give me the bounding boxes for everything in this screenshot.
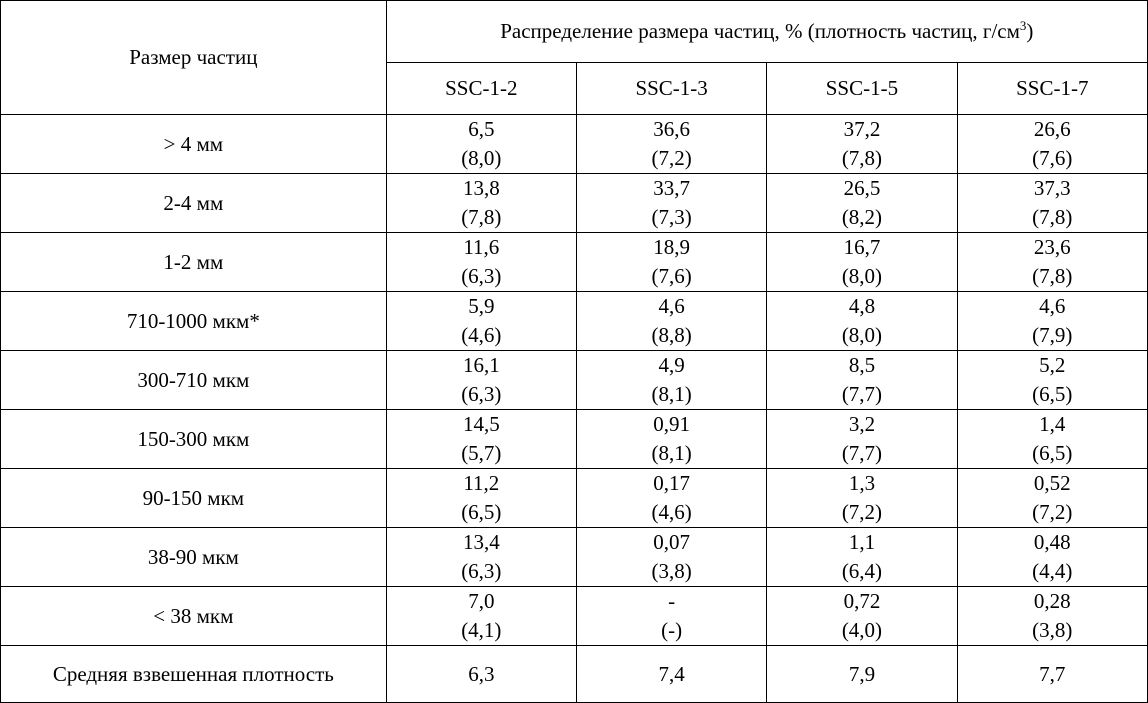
- cell-value: 0,72: [843, 589, 881, 613]
- cell-density: (8,0): [841, 264, 883, 288]
- cell-density: (7,2): [841, 500, 883, 524]
- cell-density: (7,2): [1032, 500, 1073, 524]
- header-sample: SSC-1-2: [386, 63, 576, 115]
- cell-density: (7,2): [651, 146, 692, 170]
- data-cell: [957, 351, 1147, 410]
- cell-density: (6,5): [461, 500, 502, 524]
- data-cell: [957, 233, 1147, 292]
- cell-density: (4,0): [841, 618, 883, 642]
- cell-density: (7,8): [841, 146, 883, 170]
- table-body: [1, 115, 1148, 703]
- header-distribution-sup: 3: [1019, 18, 1027, 33]
- table-row: [1, 469, 1148, 528]
- cell-density: (7,7): [841, 382, 883, 406]
- cell-value: 7,0: [468, 589, 495, 613]
- cell-value: 11,6: [463, 235, 500, 259]
- summary-row: [1, 646, 1148, 703]
- header-row-top: [1, 1, 1148, 63]
- header-sample: SSC-1-7: [957, 63, 1147, 115]
- data-cell: [957, 469, 1147, 528]
- cell-value: 3,2: [848, 412, 876, 436]
- table-row: [1, 174, 1148, 233]
- data-cell: [957, 528, 1147, 587]
- cell-density: (4,1): [461, 618, 502, 642]
- cell-density: (7,8): [461, 205, 502, 229]
- cell-value: 4,9: [658, 353, 685, 377]
- table-row: [1, 115, 1148, 174]
- cell-value: 4,8: [848, 294, 876, 318]
- cell-density: (4,6): [461, 323, 502, 347]
- data-cell: [386, 115, 576, 174]
- data-cell: [386, 410, 576, 469]
- cell-density: (-): [661, 618, 683, 642]
- cell-density: (7,3): [651, 205, 692, 229]
- cell-density: (4,4): [1032, 559, 1073, 583]
- cell-value: 0,07: [653, 530, 690, 554]
- cell-value: 18,9: [653, 235, 690, 259]
- cell-value: 1,3: [848, 471, 876, 495]
- data-cell: [386, 528, 576, 587]
- table-row: [1, 292, 1148, 351]
- cell-density: (8,2): [841, 205, 883, 229]
- table-row: [1, 351, 1148, 410]
- cell-value: 16,7: [843, 235, 881, 259]
- header-size: [1, 1, 387, 115]
- summary-value: 7,7: [957, 646, 1147, 703]
- data-cell: [957, 587, 1147, 646]
- cell-value: 5,2: [1039, 353, 1066, 377]
- data-cell: [767, 233, 957, 292]
- row-size-label: 38-90 мкм: [1, 528, 387, 587]
- data-cell: [767, 587, 957, 646]
- cell-value: 0,17: [653, 471, 690, 495]
- table-row: [1, 410, 1148, 469]
- header-size-label: Размер частиц: [129, 45, 258, 69]
- cell-value: 1,1: [848, 530, 876, 554]
- data-cell: [957, 410, 1147, 469]
- header-sample: SSC-1-3: [576, 63, 766, 115]
- cell-density: (7,8): [1032, 205, 1073, 229]
- cell-value: 13,4: [462, 530, 500, 554]
- cell-value: 0,52: [1033, 471, 1071, 495]
- cell-value: 16,1: [462, 353, 500, 377]
- data-cell: [957, 115, 1147, 174]
- data-cell: [386, 292, 576, 351]
- cell-density: (4,6): [651, 500, 692, 524]
- summary-label: Средняя взвешенная плотность: [1, 646, 387, 703]
- data-cell: [386, 469, 576, 528]
- data-cell: [767, 174, 957, 233]
- header-distribution-end: ): [1026, 19, 1034, 43]
- cell-density: (8,8): [651, 323, 692, 347]
- table-row: [1, 233, 1148, 292]
- row-size-label: > 4 мм: [1, 115, 387, 174]
- cell-value: 0,48: [1033, 530, 1071, 554]
- cell-value: 23,6: [1033, 235, 1071, 259]
- cell-value: 37,3: [1033, 176, 1071, 200]
- row-size-label: 2-4 мм: [1, 174, 387, 233]
- cell-density: (3,8): [651, 559, 692, 583]
- cell-density: (6,5): [1032, 382, 1073, 406]
- data-cell: [386, 587, 576, 646]
- cell-value: 11,2: [463, 471, 500, 495]
- data-cell: [576, 587, 766, 646]
- cell-value: 37,2: [843, 117, 881, 141]
- header-distribution-label: Распределение размера частиц, % (плотность частиц, г/см: [500, 19, 1020, 43]
- cell-value: 33,7: [653, 176, 690, 200]
- data-cell: [576, 174, 766, 233]
- table-row: [1, 528, 1148, 587]
- cell-density: (7,6): [651, 264, 692, 288]
- cell-value: 0,28: [1033, 589, 1071, 613]
- row-size-label: 90-150 мкм: [1, 469, 387, 528]
- row-size-label: < 38 мкм: [1, 587, 387, 646]
- data-cell: [957, 174, 1147, 233]
- data-cell: [576, 528, 766, 587]
- row-size-label: 150-300 мкм: [1, 410, 387, 469]
- cell-density: (6,5): [1032, 441, 1073, 465]
- cell-value: 1,4: [1039, 412, 1066, 436]
- data-cell: [576, 292, 766, 351]
- cell-density: (6,3): [461, 382, 502, 406]
- cell-density: (6,4): [841, 559, 883, 583]
- header-distribution: [386, 1, 1147, 63]
- data-cell: [576, 351, 766, 410]
- data-cell: [386, 174, 576, 233]
- cell-value: 4,6: [658, 294, 685, 318]
- summary-value: 6,3: [386, 646, 576, 703]
- data-cell: [576, 233, 766, 292]
- cell-density: (8,1): [651, 382, 692, 406]
- cell-value: 36,6: [653, 117, 690, 141]
- summary-value: 7,9: [767, 646, 957, 703]
- data-cell: [767, 115, 957, 174]
- cell-value: 13,8: [462, 176, 500, 200]
- cell-value: 0,91: [653, 412, 690, 436]
- table-row: [1, 587, 1148, 646]
- cell-density: (7,7): [841, 441, 883, 465]
- data-cell: [767, 410, 957, 469]
- cell-value: 6,5: [468, 117, 495, 141]
- cell-density: (7,9): [1032, 323, 1073, 347]
- data-cell: [957, 292, 1147, 351]
- cell-density: (5,7): [461, 441, 502, 465]
- cell-density: (8,1): [651, 441, 692, 465]
- cell-density: (6,3): [461, 264, 502, 288]
- cell-value: 4,6: [1039, 294, 1066, 318]
- cell-value: 26,5: [843, 176, 881, 200]
- cell-value: 26,6: [1033, 117, 1071, 141]
- cell-density: (8,0): [841, 323, 883, 347]
- cell-density: (7,6): [1032, 146, 1073, 170]
- row-size-label: 710-1000 мкм*: [1, 292, 387, 351]
- row-size-label: 1-2 мм: [1, 233, 387, 292]
- cell-density: (7,8): [1032, 264, 1073, 288]
- summary-value: 7,4: [576, 646, 766, 703]
- row-size-label: 300-710 мкм: [1, 351, 387, 410]
- data-cell: [386, 233, 576, 292]
- data-cell: [767, 351, 957, 410]
- cell-density: (6,3): [461, 559, 502, 583]
- cell-density: (3,8): [1032, 618, 1073, 642]
- data-cell: [386, 351, 576, 410]
- cell-value: 8,5: [848, 353, 876, 377]
- data-cell: [767, 469, 957, 528]
- data-cell: [767, 528, 957, 587]
- cell-value: 14,5: [462, 412, 500, 436]
- data-cell: [576, 410, 766, 469]
- data-cell: [767, 292, 957, 351]
- data-cell: [576, 469, 766, 528]
- cell-value: 5,9: [468, 294, 495, 318]
- header-sample: SSC-1-5: [767, 63, 957, 115]
- data-cell: [576, 115, 766, 174]
- cell-density: (8,0): [461, 146, 502, 170]
- cell-value: -: [668, 589, 676, 613]
